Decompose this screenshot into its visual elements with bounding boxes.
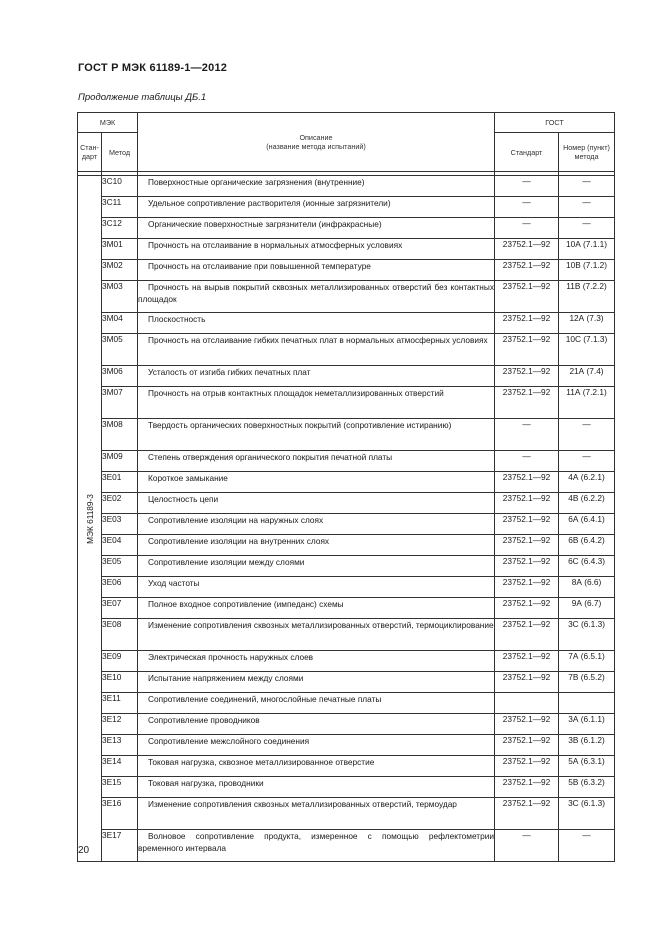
table-row: [78, 419, 615, 451]
method-code: 3C11: [102, 197, 138, 218]
method-description: [138, 176, 495, 197]
method-description-text: Уход частоты: [148, 578, 200, 588]
gost-method-number: —: [559, 419, 615, 451]
method-code: 3E06: [102, 577, 138, 598]
gost-header: ГОСТ: [495, 113, 615, 133]
gost-method-number: —: [559, 830, 615, 862]
gost-method-number: 11А (7.2.1): [559, 387, 615, 419]
gost-method-number: 3С (6.1.3): [559, 619, 615, 651]
gost-method-number: 6А (6.4.1): [559, 514, 615, 535]
table-row: [78, 735, 615, 756]
method-description-text: Короткое замыкание: [148, 473, 228, 483]
method-code: 3M01: [102, 239, 138, 260]
method-description-text: Электрическая прочность наружных слоев: [148, 652, 314, 662]
method-code: 3E11: [102, 693, 138, 714]
method-description: [138, 451, 495, 472]
gost-method-number: —: [559, 218, 615, 239]
method-code: 3E15: [102, 777, 138, 798]
description-header-subtitle: (название метода испытаний): [266, 142, 366, 151]
table-row: [78, 176, 615, 197]
method-description-text: Прочность на вырыв покрытий сквозных металлизированных отверстий без контактных площадок: [138, 282, 494, 304]
method-description-text: Изменение сопротивления сквозных металлизированных отверстий, термоудар: [148, 799, 457, 809]
method-description-text: Сопротивление изоляции на наружных слоях: [148, 515, 324, 525]
table-row: [78, 693, 615, 714]
table-row: [78, 366, 615, 387]
gost-standard: 23752.1—92: [495, 598, 559, 619]
gost-standard: 23752.1—92: [495, 735, 559, 756]
method-code: 3C10: [102, 176, 138, 197]
method-description-text: Изменение сопротивления сквозных металлизированных отверстий, термоциклирование: [148, 620, 494, 630]
method-description-text: Усталость от изгиба гибких печатных плат: [148, 367, 311, 377]
gost-standard: 23752.1—92: [495, 239, 559, 260]
gost-method-number: 8А (6.6): [559, 577, 615, 598]
method-description-text: Прочность на отслаивание гибких печатных плат в нормальных атмосферных условиях: [148, 335, 488, 345]
method-description-text: Токовая нагрузка, сквозное металлизированное отверстие: [148, 757, 375, 767]
gost-standard: 23752.1—92: [495, 387, 559, 419]
method-description: [138, 334, 495, 366]
method-code: 3M07: [102, 387, 138, 419]
gost-method-number: —: [559, 451, 615, 472]
gost-standard: —: [495, 176, 559, 197]
method-code: 3E03: [102, 514, 138, 535]
gost-method-number: 12А (7.3): [559, 313, 615, 334]
method-description-text: Органические поверхностные загрязнители (инфракрасные): [148, 219, 382, 229]
method-description-text: Прочность на отрыв контактных площадок неметаллизированных отверстий: [148, 388, 444, 398]
table-body: [78, 172, 615, 862]
method-code: 3M05: [102, 334, 138, 366]
method-description-text: Сопротивление межслойного соединения: [148, 736, 310, 746]
gost-method-number: 9А (6.7): [559, 598, 615, 619]
gost-method-number: [559, 693, 615, 714]
method-description: [138, 197, 495, 218]
gost-standard: 23752.1—92: [495, 619, 559, 651]
table-row: [78, 598, 615, 619]
gost-method-number: 4В (6.2.2): [559, 493, 615, 514]
gost-standard: 23752.1—92: [495, 334, 559, 366]
table-row: [78, 756, 615, 777]
table-row: [78, 798, 615, 830]
gost-method-number: —: [559, 197, 615, 218]
page-number: 20: [78, 845, 90, 856]
method-description-text: Полное входное сопротивление (импеданс) схемы: [148, 599, 344, 609]
table-row: [78, 218, 615, 239]
table-row: [78, 651, 615, 672]
method-description: [138, 672, 495, 693]
method-code: 3M06: [102, 366, 138, 387]
method-description: [138, 777, 495, 798]
method-description-text: Степень отверждения органического покрытия печатной платы: [148, 452, 393, 462]
gost-standard-header: Стандарт: [495, 133, 559, 172]
method-code: 3E05: [102, 556, 138, 577]
method-description: [138, 598, 495, 619]
method-code: 3M03: [102, 281, 138, 313]
method-description: [138, 313, 495, 334]
gost-method-number: 10С (7.1.3): [559, 334, 615, 366]
table-row: [78, 334, 615, 366]
gost-method-number: 3С (6.1.3): [559, 798, 615, 830]
gost-standard: 23752.1—92: [495, 281, 559, 313]
method-code: 3E07: [102, 598, 138, 619]
table-row: [78, 577, 615, 598]
gost-standard: —: [495, 830, 559, 862]
method-code: 3E13: [102, 735, 138, 756]
method-code: 3E17: [102, 830, 138, 862]
method-code: 3E01: [102, 472, 138, 493]
gost-standard: 23752.1—92: [495, 313, 559, 334]
method-description-text: Твердость органических поверхностных покрытий (сопротивление истиранию): [148, 420, 452, 430]
method-description-text: Плоскостность: [148, 314, 206, 324]
method-description: [138, 260, 495, 281]
method-description: [138, 493, 495, 514]
gost-standard: 23752.1—92: [495, 366, 559, 387]
gost-standard: —: [495, 451, 559, 472]
method-code: 3M04: [102, 313, 138, 334]
method-description-text: Прочность на отслаивание при повышенной температуре: [148, 261, 371, 271]
method-code: 3M08: [102, 419, 138, 451]
table-row: [78, 830, 615, 862]
iec-header: МЭК: [78, 113, 138, 133]
gost-method-number: 3В (6.1.2): [559, 735, 615, 756]
gost-standard: 23752.1—92: [495, 714, 559, 735]
method-description: [138, 514, 495, 535]
gost-standard: 23752.1—92: [495, 777, 559, 798]
table-row: [78, 239, 615, 260]
method-description: [138, 535, 495, 556]
method-description: [138, 756, 495, 777]
description-header: [138, 113, 495, 172]
gost-standard: 23752.1—92: [495, 493, 559, 514]
gost-standard: 23752.1—92: [495, 798, 559, 830]
method-code: 3M02: [102, 260, 138, 281]
method-description: [138, 735, 495, 756]
table-row: [78, 472, 615, 493]
gost-method-number: 11В (7.2.2): [559, 281, 615, 313]
method-description-text: Испытание напряжением между слоями: [148, 673, 304, 683]
method-code: 3E16: [102, 798, 138, 830]
table-row: [78, 281, 615, 313]
standard-label: МЭК 61189-3: [84, 493, 95, 544]
gost-method-number: 5В (6.3.2): [559, 777, 615, 798]
method-description: [138, 830, 495, 862]
gost-standard: [495, 693, 559, 714]
method-col-header: Метод: [102, 133, 138, 172]
method-description: [138, 218, 495, 239]
table-row: [78, 714, 615, 735]
method-description: [138, 472, 495, 493]
method-code: 3E02: [102, 493, 138, 514]
method-description: [138, 619, 495, 651]
method-description: [138, 419, 495, 451]
method-description-text: Токовая нагрузка, проводники: [148, 778, 264, 788]
gost-standard: 23752.1—92: [495, 672, 559, 693]
method-code: 3E04: [102, 535, 138, 556]
method-description: [138, 239, 495, 260]
methods-table: [77, 112, 615, 862]
table-row: [78, 777, 615, 798]
method-code: 3E12: [102, 714, 138, 735]
gost-standard: 23752.1—92: [495, 577, 559, 598]
method-description-text: Сопротивление изоляции на внутренних слоях: [148, 536, 330, 546]
gost-method-number: 6В (6.4.2): [559, 535, 615, 556]
gost-standard: —: [495, 197, 559, 218]
table-row: [78, 514, 615, 535]
gost-standard: 23752.1—92: [495, 756, 559, 777]
gost-method-number: 7В (6.5.2): [559, 672, 615, 693]
gost-standard: —: [495, 419, 559, 451]
method-description-text: Сопротивление проводников: [148, 715, 260, 725]
table-row: [78, 313, 615, 334]
gost-standard: 23752.1—92: [495, 535, 559, 556]
gost-standard: 23752.1—92: [495, 514, 559, 535]
table-row: [78, 451, 615, 472]
method-description: [138, 366, 495, 387]
method-code: 3E14: [102, 756, 138, 777]
method-description: [138, 693, 495, 714]
method-code: 3C12: [102, 218, 138, 239]
method-description: [138, 577, 495, 598]
method-code: 3M09: [102, 451, 138, 472]
gost-method-number: 4А (6.2.1): [559, 472, 615, 493]
gost-method-number: 7А (6.5.1): [559, 651, 615, 672]
method-description: [138, 798, 495, 830]
description-header-title: Описание: [299, 133, 333, 142]
method-description-text: Целостность цепи: [148, 494, 219, 504]
gost-method-number: —: [559, 176, 615, 197]
method-code: 3E10: [102, 672, 138, 693]
gost-method-number: 10В (7.1.2): [559, 260, 615, 281]
method-description-text: Волновое сопротивление продукта, измеренное с помощью рефлектометрии временного интервала: [138, 831, 494, 853]
gost-standard: —: [495, 218, 559, 239]
table-row: [78, 556, 615, 577]
gost-standard: 23752.1—92: [495, 651, 559, 672]
gost-standard: 23752.1—92: [495, 556, 559, 577]
table-caption: Продолжение таблицы ДБ.1: [78, 92, 207, 103]
method-code: 3E08: [102, 619, 138, 651]
table-row: [78, 493, 615, 514]
method-description-text: Сопротивление соединений, многослойные печатные платы: [148, 694, 382, 704]
table-row: [78, 672, 615, 693]
table-row: [78, 387, 615, 419]
gost-method-number: 10А (7.1.1): [559, 239, 615, 260]
method-description: [138, 714, 495, 735]
method-description: [138, 387, 495, 419]
gost-method-number: 5А (6.3.1): [559, 756, 615, 777]
gost-method-number: 21А (7.4): [559, 366, 615, 387]
method-description-text: Удельное сопротивление растворителя (ионные загрязнители): [148, 198, 391, 208]
gost-standard: 23752.1—92: [495, 260, 559, 281]
gost-standard: 23752.1—92: [495, 472, 559, 493]
method-description: [138, 281, 495, 313]
table-row: [78, 197, 615, 218]
table-row: [78, 260, 615, 281]
table-row: [78, 535, 615, 556]
gost-method-number: 3А (6.1.1): [559, 714, 615, 735]
standard-col-header: Стан-дарт: [78, 133, 102, 172]
gost-number-header: Номер (пункт) метода: [559, 133, 615, 172]
method-description-text: Сопротивление изоляции между слоями: [148, 557, 305, 567]
table-row: [78, 619, 615, 651]
method-description-text: Прочность на отслаивание в нормальных атмосферных условиях: [148, 240, 403, 250]
method-description-text: Поверхностные органические загрязнения (внутренние): [148, 177, 365, 187]
method-code: 3E09: [102, 651, 138, 672]
standard-cell: [78, 176, 102, 862]
gost-method-number: 6С (6.4.3): [559, 556, 615, 577]
method-description: [138, 651, 495, 672]
method-description: [138, 556, 495, 577]
document-header: ГОСТ Р МЭК 61189-1—2012: [78, 62, 228, 74]
